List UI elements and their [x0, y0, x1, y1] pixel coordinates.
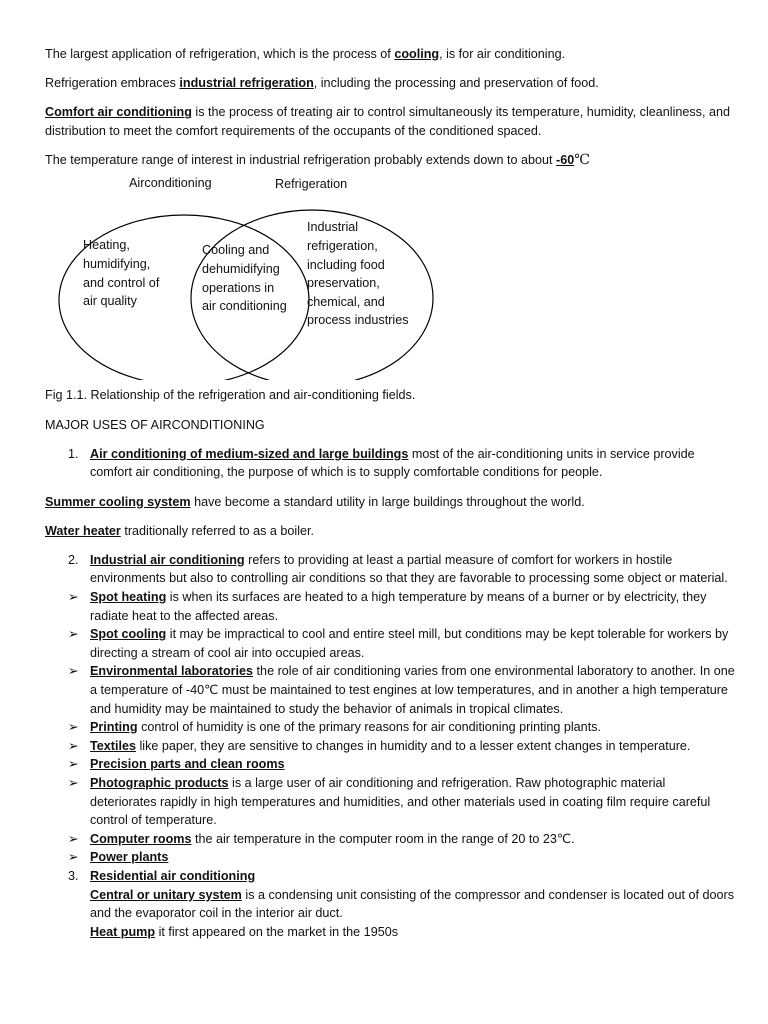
bullet-term: Photographic products: [90, 776, 229, 790]
bullet-term: Spot heating: [90, 590, 167, 605]
section-title: MAJOR USES OF AIRCONDITIONING: [45, 417, 265, 432]
bullet-item: [45, 737, 735, 756]
text-run: ℃: [574, 152, 590, 169]
item-term: Residential air conditioning: [90, 868, 256, 883]
term-cooling: cooling: [394, 47, 440, 61]
text-run: The temperature range of interest in industrial refrigeration probably extends down to about: [45, 153, 557, 168]
sub-text: is a condensing unit consisting of the compressor and condenser is located out of doors and the evaporator coil in the interior air duct.: [90, 887, 735, 921]
bullet-item: [45, 830, 735, 849]
item-number: 1.: [68, 446, 79, 461]
arrow-bullet-icon: ➢: [68, 850, 79, 865]
arrow-bullet-icon: ➢: [68, 720, 79, 735]
note-term: Summer cooling system: [45, 494, 191, 509]
bullet-list: [45, 588, 735, 867]
bullet-item: [45, 774, 735, 830]
bullet-item: [45, 755, 735, 774]
bullet-text: is when its surfaces are heated to a high temperature by means of a burner or by electricity, they radiate heat to the affected areas.: [90, 590, 707, 623]
item-term: Air conditioning of medium-sized and large buildings: [90, 446, 409, 461]
note-summer-cooling: [45, 493, 735, 512]
term-industrial-refrigeration: industrial refrigeration: [179, 76, 314, 91]
sub-term: Central or unitary system: [90, 887, 242, 902]
intro-paragraph-1: [45, 45, 735, 64]
numbered-item-1: [45, 445, 735, 482]
bullet-text: it may be impractical to cool and entire steel mill, but conditions may be kept tolerable for workers by directing a stream of cool air into occupied areas.: [90, 627, 729, 660]
bullet-item: [45, 718, 735, 737]
note-text: have become a standard utility in large buildings throughout the world.: [190, 494, 585, 509]
bullet-text: control of humidity is one of the primary reasons for air conditioning printing plants.: [137, 720, 601, 735]
bullet-term: Printing: [90, 720, 138, 735]
item-number: 2.: [68, 552, 79, 567]
sub-text: it first appeared on the market in the 1950s: [155, 924, 398, 939]
bullet-term: Spot cooling: [90, 627, 167, 642]
bullet-item: [45, 662, 735, 718]
venn-middle-text: Cooling and dehumidifying operations in air conditioning: [202, 243, 287, 314]
arrow-bullet-icon: ➢: [68, 738, 79, 753]
venn-label-airconditioning: Airconditioning: [129, 176, 212, 191]
numbered-item-2: [45, 551, 735, 588]
text-run: Refrigeration embraces: [45, 76, 180, 91]
text-run: is the process of treating air to control simultaneously its temperature, humidity, cleanliness, and distribution to meet the comfort requirements of the occupants of the conditioned spaced.: [45, 105, 730, 138]
bullet-text: the air temperature in the computer room in the range of 20 to 23℃.: [191, 831, 575, 846]
numbered-item-3: [45, 867, 735, 886]
arrow-bullet-icon: ➢: [68, 757, 79, 772]
arrow-bullet-icon: ➢: [68, 776, 79, 790]
sub-term: Heat pump: [90, 924, 156, 939]
bullet-text: the role of air conditioning varies from one environmental laboratory to another. In one a temperature of -40℃ must be maintained to test engines at low temperatures, and in another a high temperature and humidity may be maintained to study the behavior of animals in tropical climates.: [90, 664, 735, 716]
bullet-term: Environmental laboratories: [90, 664, 254, 679]
bullet-item: [45, 848, 735, 867]
bullet-term: Textiles: [90, 738, 136, 753]
bullet-text: like paper, they are sensitive to changes in humidity and to a lesser extent changes in temperature.: [135, 738, 691, 753]
bullet-term: Precision parts and clean rooms: [90, 757, 285, 772]
document-page: [45, 45, 735, 941]
note-term: Water heater: [45, 523, 121, 538]
text-run: , including the processing and preservation of food.: [313, 76, 599, 91]
venn-diagram: [45, 176, 465, 380]
text-run: , is for air conditioning.: [439, 47, 566, 61]
intro-paragraph-4: [45, 151, 735, 170]
figure-caption: Fig 1.1. Relationship of the refrigeration and air-conditioning fields.: [45, 388, 416, 403]
arrow-bullet-icon: ➢: [68, 831, 79, 846]
item-number: 3.: [68, 868, 79, 883]
note-text: traditionally referred to as a boiler.: [120, 523, 315, 538]
sub-paragraph-central-system: [45, 886, 735, 923]
bullet-item: [45, 588, 735, 625]
item-term: Industrial air conditioning: [90, 552, 245, 567]
bullet-term: Computer rooms: [90, 831, 192, 846]
item-text: refers to providing at least a partial measure of comfort for workers in hostile environments but also to controlling air conditions so that they are favorable to processing some object or material.: [90, 552, 728, 586]
venn-label-refrigeration: Refrigeration: [275, 177, 348, 192]
term-temperature: -60: [556, 153, 575, 168]
venn-left-text: Heating, humidifying, and control of air quality: [83, 238, 160, 309]
intro-paragraph-2: [45, 74, 735, 93]
note-water-heater: [45, 522, 735, 541]
arrow-bullet-icon: ➢: [68, 627, 79, 642]
intro-paragraph-3: [45, 103, 735, 140]
arrow-bullet-icon: ➢: [68, 590, 79, 605]
sub-paragraph-heat-pump: [45, 923, 735, 942]
arrow-bullet-icon: ➢: [68, 664, 79, 679]
item-text: most of the air-conditioning units in service provide comfort air conditioning, the purpose of which is to supply comfortable conditions for people.: [90, 446, 695, 480]
text-run: The largest application of refrigeration, which is the process of: [45, 47, 395, 61]
bullet-item: [45, 625, 735, 662]
bullet-term: Power plants: [90, 850, 169, 865]
venn-right-text: Industrial refrigeration, including food preservation, chemical, and process industries: [307, 220, 409, 328]
bullet-text: is a large user of air conditioning and refrigeration. Raw photographic material deteriorates rapidly in high temperatures and humidities, and other materials used in coating film require careful control of temperature.: [90, 776, 711, 828]
term-comfort-air-conditioning: Comfort air conditioning: [45, 105, 192, 120]
